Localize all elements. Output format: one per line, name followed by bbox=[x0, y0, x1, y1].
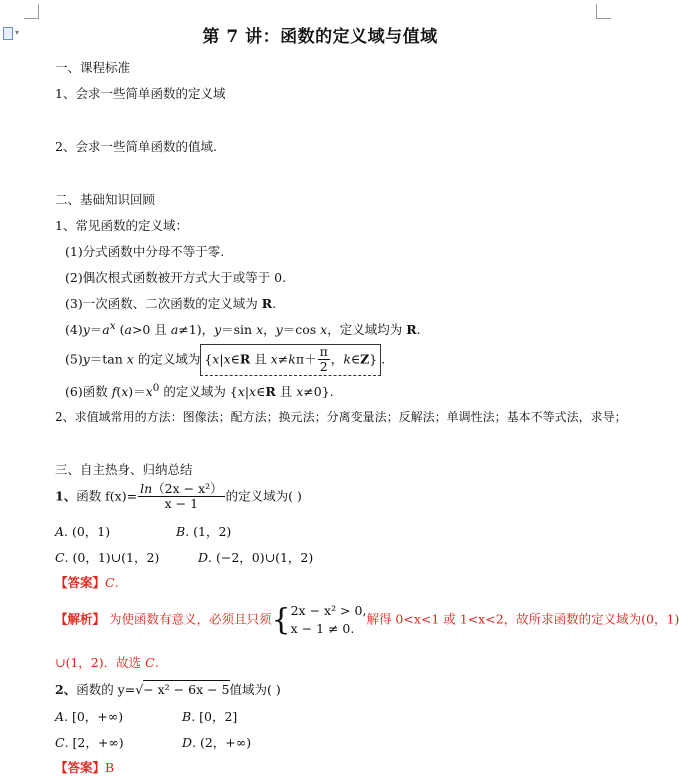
rule6-text2: 的定义域为 { bbox=[159, 384, 238, 400]
sqrt-symbol: √ bbox=[135, 682, 144, 697]
q1-option-c bbox=[55, 548, 159, 566]
domain-rule-3 bbox=[65, 294, 276, 312]
analysis-text2: 解得 0<x<1 或 1<x<2，故所求函数的定义域为(0，1) bbox=[366, 611, 679, 627]
var-y: y bbox=[82, 351, 90, 367]
q1-answer bbox=[55, 573, 119, 591]
rule3-text: (3)一次函数、二次函数的定义域为 bbox=[65, 296, 262, 311]
option-text: . (−2，0)∪(1，2) bbox=[208, 550, 314, 565]
option-text: . (0，1)∪(1，2) bbox=[64, 550, 160, 565]
var-x: x bbox=[121, 384, 129, 400]
standard-item-1: 1、会求一些简单函数的定义域 bbox=[55, 86, 226, 101]
rule4-paren: ( bbox=[115, 322, 125, 338]
section-heading-2: 二、基础知识回顾 bbox=[55, 192, 156, 207]
tan-domain-set bbox=[200, 344, 381, 376]
q2-option-a bbox=[55, 707, 123, 725]
q1-numerator-expr: （2x − x²） bbox=[152, 481, 223, 496]
rule5-num: (5) bbox=[65, 351, 83, 367]
standard-item-2: 2、会求一些简单函数的值域. bbox=[55, 139, 217, 154]
real-set-symbol: R bbox=[239, 351, 251, 367]
option-label: C bbox=[55, 735, 65, 750]
inequality-system bbox=[271, 602, 367, 638]
option-label: B bbox=[176, 524, 186, 539]
var-x: x bbox=[223, 351, 231, 367]
analysis-choice: C bbox=[145, 655, 155, 670]
rule6-end: ≠0}. bbox=[303, 384, 334, 400]
var-x: x bbox=[212, 351, 220, 367]
analysis-text3: ∪(1，2)．故选 bbox=[55, 655, 146, 670]
q2-option-d bbox=[182, 733, 251, 751]
var-x: x bbox=[270, 351, 278, 367]
option-label: C bbox=[55, 550, 65, 565]
option-text: . (2，+∞) bbox=[192, 735, 252, 750]
var-f: f bbox=[111, 384, 117, 400]
range-methods: 2、求值域常用的方法：图像法；配方法；换元法；分离变量法；反解法；单调性法；基本不等式法，求导； bbox=[55, 410, 627, 424]
answer-end: . bbox=[114, 575, 119, 590]
q1-analysis-continued bbox=[55, 653, 159, 671]
q1-denominator: x − 1 bbox=[164, 496, 199, 512]
var-x: x bbox=[256, 322, 264, 338]
brace-open: { bbox=[204, 351, 213, 367]
var-k: k bbox=[343, 351, 351, 367]
rule4-neq: ≠1)， bbox=[178, 322, 215, 338]
q1-option-d bbox=[198, 548, 313, 566]
system-line-1: 2x − x² > 0, bbox=[290, 603, 367, 618]
section-heading-3: 三、自主热身、归纳总结 bbox=[55, 462, 193, 477]
var-x: x bbox=[126, 351, 134, 367]
option-label: D bbox=[182, 735, 193, 750]
option-label: A bbox=[55, 709, 65, 724]
rule4-comma: ， bbox=[263, 322, 276, 338]
rule5-tan: ＝tan bbox=[89, 351, 127, 367]
q1-text: 函数 f(x)= bbox=[76, 488, 138, 504]
var-x: x bbox=[320, 322, 328, 338]
frac-num: π bbox=[319, 344, 328, 359]
var-a: a bbox=[170, 322, 179, 338]
q2-radicand: − x² − 6x − 5 bbox=[143, 682, 230, 697]
rule4-eq: ＝ bbox=[89, 322, 103, 338]
system-brace: { bbox=[271, 602, 291, 638]
rule5-text: 的定义域为 bbox=[133, 351, 201, 367]
var-x: x bbox=[296, 384, 304, 400]
system-line-2: x − 1 ≠ 0. bbox=[290, 621, 355, 637]
neq-symbol: ≠ bbox=[277, 351, 289, 367]
analysis-label: 【解析】 bbox=[55, 611, 106, 627]
answer-value: C bbox=[105, 575, 115, 590]
question-2 bbox=[55, 680, 281, 698]
section-heading-1: 一、课程标准 bbox=[55, 60, 131, 75]
real-set-symbol: R bbox=[265, 384, 276, 400]
var-y: y bbox=[275, 322, 283, 338]
rule6-text: (6)函数 bbox=[65, 384, 112, 400]
elem-symbol: ∈ bbox=[350, 351, 361, 367]
question-1 bbox=[55, 482, 302, 512]
answer-value: B bbox=[105, 760, 115, 775]
q2-option-c bbox=[55, 733, 124, 751]
domain-rule-6 bbox=[65, 382, 334, 400]
option-label: B bbox=[182, 709, 192, 724]
set-comma: ， bbox=[330, 351, 344, 367]
rule4-cond: >0 且 bbox=[131, 322, 171, 338]
brace-close: } bbox=[369, 351, 378, 367]
analysis-text: 为使函数有意义，必须且只须 bbox=[105, 611, 272, 627]
rule4-num: (4) bbox=[65, 322, 83, 338]
analysis-end: . bbox=[154, 655, 159, 670]
q2-text2: 值域为( ) bbox=[229, 682, 281, 697]
domain-subheading: 1、常见函数的定义域： bbox=[55, 218, 188, 233]
pi-plus: π＋ bbox=[295, 351, 317, 367]
rule5-end: . bbox=[381, 351, 386, 367]
q2-text: 函数的 y= bbox=[76, 682, 136, 697]
rule4-cos: ＝cos bbox=[282, 322, 321, 338]
option-text: . (1，2) bbox=[185, 524, 232, 539]
domain-rule-2: (2)偶次根式函数被开方式大于或等于 0. bbox=[65, 270, 287, 285]
option-text: . [0，+∞) bbox=[64, 709, 124, 724]
question-number: 1、 bbox=[55, 488, 77, 504]
var-a: a bbox=[102, 322, 110, 338]
rule4-end: . bbox=[416, 322, 421, 338]
rule4-text: ，定义域均为 bbox=[327, 322, 407, 338]
var-y: y bbox=[214, 322, 222, 338]
var-x: x bbox=[249, 384, 257, 400]
crop-mark-top-right bbox=[596, 4, 611, 19]
option-text: . (0，1) bbox=[64, 524, 111, 539]
and-text: 且 bbox=[250, 351, 271, 367]
var-k: k bbox=[288, 351, 296, 367]
set-bar: | bbox=[219, 351, 224, 367]
question-number: 2、 bbox=[55, 682, 77, 697]
q1-option-a bbox=[55, 522, 110, 540]
answer-label: 【答案】 bbox=[55, 760, 106, 775]
option-text: . [2，+∞) bbox=[64, 735, 124, 750]
q1-option-b bbox=[176, 522, 231, 540]
rule6-eq: )＝ bbox=[128, 384, 146, 400]
option-label: D bbox=[198, 550, 209, 565]
elem-symbol: ∈ bbox=[256, 384, 266, 400]
var-a: a bbox=[124, 322, 132, 338]
elem-symbol: ∈ bbox=[230, 351, 240, 367]
domain-rule-1: (1)分式函数中分母不等于零. bbox=[65, 244, 225, 259]
pi-over-two bbox=[318, 345, 330, 375]
q2-answer bbox=[55, 758, 114, 776]
domain-rule-5 bbox=[65, 344, 385, 376]
var-x: x bbox=[237, 384, 245, 400]
real-set-symbol: R bbox=[406, 322, 417, 338]
answer-label: 【答案】 bbox=[55, 575, 106, 590]
q2-option-b bbox=[182, 707, 237, 725]
q1-text2: 的定义域为( ) bbox=[225, 488, 302, 504]
rule3-end: . bbox=[272, 296, 277, 311]
option-label: A bbox=[55, 524, 65, 539]
option-text: . [0，2] bbox=[191, 709, 238, 724]
q1-analysis bbox=[55, 602, 679, 638]
set-bar: | bbox=[244, 384, 250, 400]
q1-numerator bbox=[138, 482, 225, 497]
and-text: 且 bbox=[275, 384, 297, 400]
var-x-exp: x bbox=[109, 320, 116, 332]
var-x: x bbox=[145, 384, 153, 400]
ln-symbol: ln bbox=[140, 481, 153, 496]
system-lines bbox=[291, 602, 367, 638]
domain-rule-4 bbox=[65, 320, 421, 338]
q1-fraction bbox=[138, 482, 225, 512]
var-y: y bbox=[82, 322, 90, 338]
rule4-sin: ＝sin bbox=[221, 322, 257, 338]
integer-set-symbol: Z bbox=[360, 351, 370, 367]
paren: ( bbox=[116, 384, 122, 400]
exponent-zero: 0 bbox=[152, 382, 160, 394]
crop-mark-top-left bbox=[24, 4, 39, 19]
frac-den: 2 bbox=[319, 359, 328, 375]
chevron-down-icon[interactable]: ▾ bbox=[15, 28, 20, 37]
page-title: 第 7 讲：函数的定义域与值域 bbox=[202, 27, 438, 47]
real-set-symbol: R bbox=[261, 296, 273, 311]
